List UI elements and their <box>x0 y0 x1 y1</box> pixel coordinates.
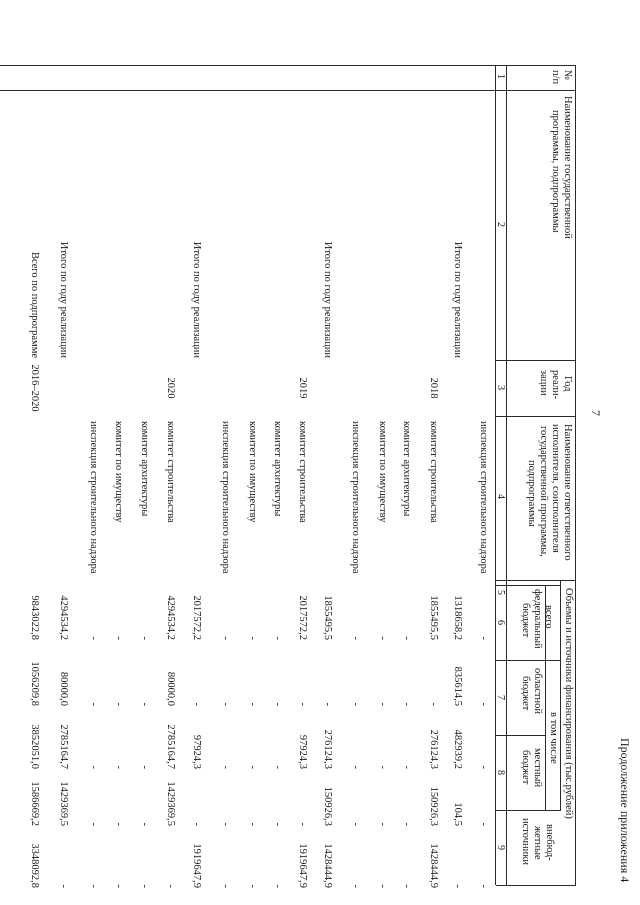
row-local: - <box>139 822 150 826</box>
row-total: 1855495,5 <box>322 595 333 640</box>
header-federal-1: федеральный <box>532 589 543 649</box>
column-number: 2 <box>495 222 506 227</box>
row-total: - <box>350 636 361 640</box>
row-federal: 80000,0 <box>58 671 69 706</box>
row-regional: 276124,3 <box>428 729 439 769</box>
column-number: 5 <box>495 590 506 595</box>
row-total: - <box>247 636 258 640</box>
header-executor-1: Наименование ответственного <box>562 424 573 561</box>
row-local: 150926,3 <box>428 786 439 826</box>
row-total: - <box>401 636 412 640</box>
row-total: - <box>139 636 150 640</box>
row-executor: комитет по имуществу <box>247 421 258 523</box>
row-federal: 835614,5 <box>452 666 463 706</box>
row-extra: 1919647,9 <box>297 843 308 888</box>
row-total: - <box>272 636 283 640</box>
row-total: 4294534,2 <box>165 595 176 640</box>
row-executor: комитет по имуществу <box>113 421 124 523</box>
row-regional: 3852051,0 <box>29 724 40 769</box>
row-local: 1429369,5 <box>58 781 69 826</box>
row-year: 2016–2020 <box>29 364 40 412</box>
row-executor: инспекция строительного надзора <box>350 421 361 574</box>
row-federal: - <box>401 702 412 706</box>
row-extra: - <box>478 884 489 888</box>
header-program-2: программы, подпрограммы <box>550 110 561 233</box>
header-local-1: местный <box>532 748 543 788</box>
header-extra-3: источники <box>520 818 531 865</box>
row-extra: - <box>88 884 99 888</box>
row-regional: 97924,3 <box>191 734 202 769</box>
row-local: 150926,3 <box>322 786 333 826</box>
header-extra-1: внебюд- <box>544 824 555 861</box>
row-federal: - <box>322 702 333 706</box>
row-executor: комитет архитектуры <box>139 421 150 517</box>
row-federal: - <box>88 702 99 706</box>
row-regional: 482939,2 <box>452 729 463 769</box>
row-executor: инспекция строительного надзора <box>220 421 231 574</box>
row-extra: - <box>165 884 176 888</box>
header-year-2: реали- <box>550 370 561 400</box>
row-regional: - <box>247 765 258 769</box>
row-program-name: Итого по году реализации <box>452 241 463 358</box>
row-local: - <box>401 822 412 826</box>
row-local: - <box>191 822 202 826</box>
row-total: - <box>88 636 99 640</box>
row-federal: - <box>113 702 124 706</box>
row-local: 1586669,2 <box>29 781 40 826</box>
row-federal: - <box>191 702 202 706</box>
row-regional: - <box>377 765 388 769</box>
row-extra: - <box>452 884 463 888</box>
row-local: - <box>350 822 361 826</box>
row-local: - <box>478 822 489 826</box>
header-num-2: п/п <box>550 70 561 85</box>
row-program-name: Всего по подпрограмме <box>29 251 40 358</box>
row-extra: 1428444,9 <box>428 843 439 888</box>
row-local: - <box>297 822 308 826</box>
row-year: 2018 <box>428 377 439 399</box>
row-total: - <box>478 636 489 640</box>
row-local: - <box>88 822 99 826</box>
row-extra: - <box>350 884 361 888</box>
row-extra: 1428444,9 <box>322 843 333 888</box>
row-extra: - <box>247 884 258 888</box>
header-including: в том числе <box>548 712 559 764</box>
row-executor: комитет строительства <box>297 421 308 523</box>
row-extra: - <box>401 884 412 888</box>
column-number: 9 <box>495 845 506 850</box>
header-year-1: Год <box>562 376 573 392</box>
row-regional: 2785164,7 <box>58 724 69 769</box>
row-regional: - <box>478 765 489 769</box>
header-extra-2: жетные <box>532 826 543 860</box>
row-total: - <box>220 636 231 640</box>
header-local-2: бюджет <box>520 750 531 785</box>
header-executor-4: подпрограммы <box>526 460 537 527</box>
row-regional: - <box>113 765 124 769</box>
row-extra: - <box>220 884 231 888</box>
column-number: 6 <box>495 620 506 625</box>
row-extra: - <box>139 884 150 888</box>
row-extra: - <box>377 884 388 888</box>
column-number: 1 <box>495 74 506 79</box>
row-executor: комитет строительства <box>165 421 176 523</box>
row-local: - <box>377 822 388 826</box>
header-executor-3: государственной программы, <box>538 426 549 557</box>
row-program-name: Итого по году реализации <box>191 241 202 358</box>
header-executor-2: исполнителя, соисполнителя <box>550 424 561 553</box>
row-total: - <box>113 636 124 640</box>
row-executor: комитет строительства <box>428 421 439 523</box>
header-volume-title: Объемы и источники финансирования (тыс.рублей) <box>563 588 574 819</box>
row-total: 4294534,2 <box>58 595 69 640</box>
row-executor: инспекция строительного надзора <box>88 421 99 574</box>
row-executor: комитет архитектуры <box>401 421 412 517</box>
row-local: 104,5 <box>452 802 463 826</box>
row-federal: - <box>377 702 388 706</box>
row-executor: комитет по имуществу <box>377 421 388 523</box>
row-local: - <box>247 822 258 826</box>
row-extra: - <box>272 884 283 888</box>
row-local: - <box>113 822 124 826</box>
row-regional: - <box>350 765 361 769</box>
column-number: 7 <box>495 695 506 700</box>
row-program-name: Итого по году реализации <box>58 241 69 358</box>
row-regional: 276124,3 <box>322 729 333 769</box>
row-federal: - <box>350 702 361 706</box>
row-total: 1855495,5 <box>428 595 439 640</box>
row-total: 2017572,2 <box>191 595 202 640</box>
row-local: - <box>220 822 231 826</box>
row-federal: - <box>220 702 231 706</box>
header-program-1: Наименование государственной <box>562 96 573 239</box>
page-number: 7 <box>589 410 603 416</box>
row-federal: 80000,0 <box>165 671 176 706</box>
row-program-name: Итого по году реализации <box>322 241 333 358</box>
header-federal-2: бюджет <box>520 603 531 638</box>
header-num-1: № <box>562 70 573 81</box>
column-number: 4 <box>495 494 506 499</box>
row-executor: комитет архитектуры <box>272 421 283 517</box>
header-total: всего <box>543 605 554 629</box>
row-extra: 3348092,8 <box>29 843 40 888</box>
row-extra: - <box>58 884 69 888</box>
header-year-3: зации <box>538 370 549 396</box>
row-local: 1429369,5 <box>165 781 176 826</box>
row-federal: 1056209,8 <box>29 661 40 706</box>
row-regional: - <box>139 765 150 769</box>
row-total: 9843022,8 <box>29 595 40 640</box>
column-number: 3 <box>495 385 506 390</box>
row-executor: инспекция строительного надзора <box>478 421 489 574</box>
row-federal: - <box>478 702 489 706</box>
row-federal: - <box>139 702 150 706</box>
row-regional: 2785164,7 <box>165 724 176 769</box>
row-total: 2017572,2 <box>297 595 308 640</box>
row-federal: - <box>297 702 308 706</box>
row-regional: 97924,3 <box>297 734 308 769</box>
row-total: 1318658,2 <box>452 595 463 640</box>
continuation-title: Продолжение приложения 4 <box>618 738 632 883</box>
row-regional: - <box>272 765 283 769</box>
row-extra: - <box>113 884 124 888</box>
row-regional: - <box>401 765 412 769</box>
row-year: 2020 <box>165 377 176 399</box>
row-federal: - <box>428 702 439 706</box>
row-federal: - <box>272 702 283 706</box>
row-total: - <box>377 636 388 640</box>
header-regional-1: областной <box>532 668 543 714</box>
row-extra: 1919647,9 <box>191 843 202 888</box>
column-number: 8 <box>495 770 506 775</box>
header-regional-2: бюджет <box>520 676 531 711</box>
row-local: - <box>272 822 283 826</box>
row-year: 2019 <box>297 377 308 399</box>
row-federal: - <box>247 702 258 706</box>
row-regional: - <box>220 765 231 769</box>
row-regional: - <box>88 765 99 769</box>
